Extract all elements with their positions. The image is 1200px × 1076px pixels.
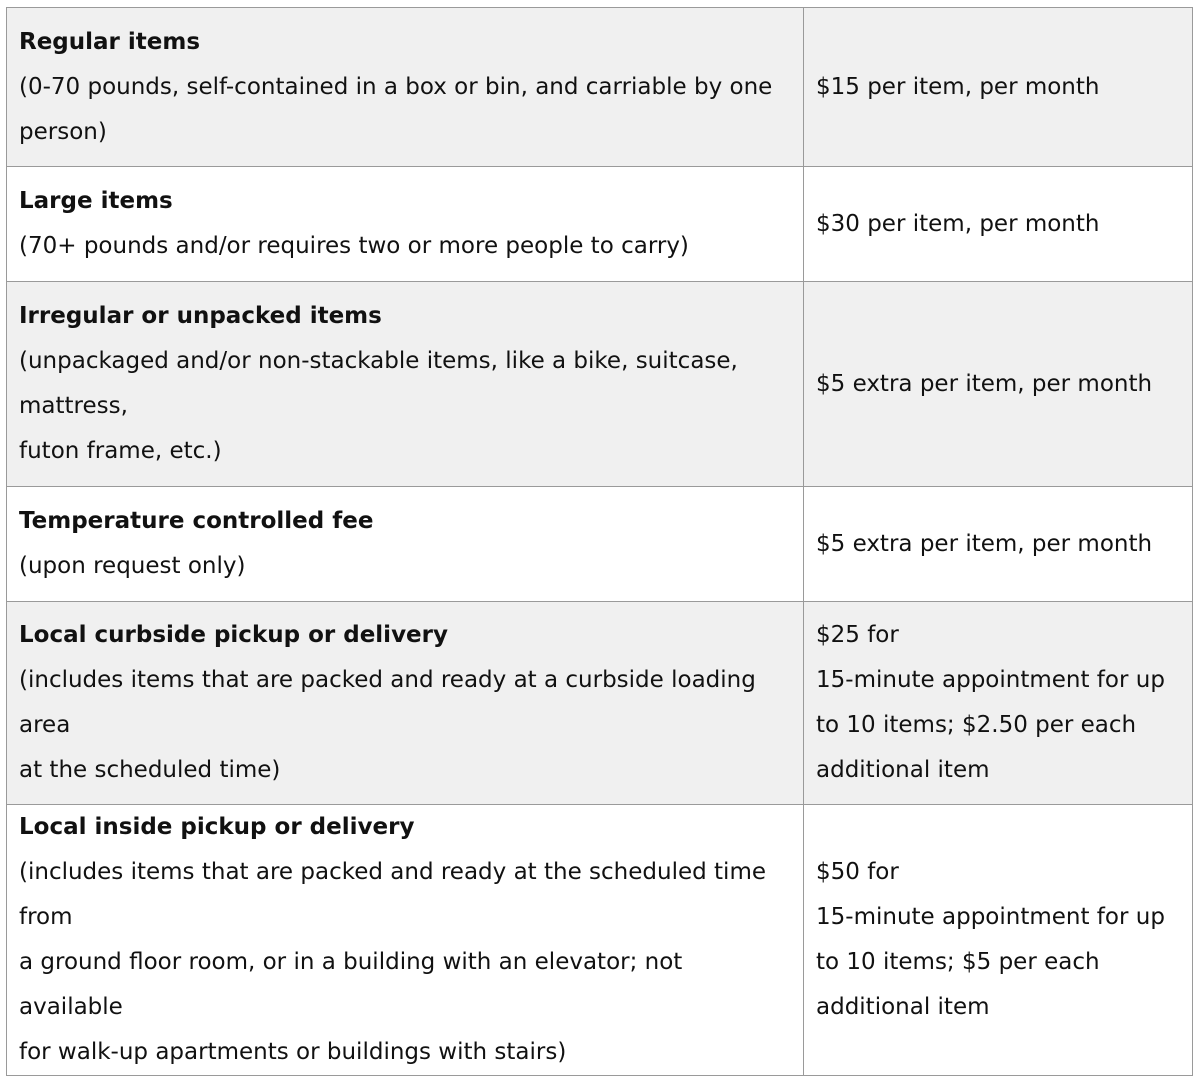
item-title: Local curbside pickup or delivery	[19, 622, 448, 648]
item-description-cell	[7, 487, 804, 602]
item-price-line: 15-minute appointment for up	[816, 904, 1165, 930]
item-price-cell	[804, 167, 1193, 282]
item-detail-line: (includes items that are packed and ready at the scheduled time from	[19, 859, 767, 930]
item-price-line: $25 for	[816, 622, 899, 648]
item-detail-line: at the scheduled time)	[19, 757, 281, 783]
table-row	[7, 167, 1193, 282]
item-price-line: $5 extra per item, per month	[816, 530, 1153, 557]
item-description-cell	[7, 8, 804, 167]
table-row	[7, 282, 1193, 487]
item-price-line: to 10 items; $2.50 per each	[816, 712, 1137, 738]
item-description-cell	[7, 282, 804, 487]
item-price-line: to 10 items; $5 per each	[816, 949, 1100, 975]
item-price-cell	[804, 805, 1193, 1076]
item-title: Regular items	[19, 28, 201, 55]
item-detail-line: person)	[19, 118, 107, 145]
pricing-table	[6, 7, 1193, 1076]
item-price-cell	[804, 282, 1193, 487]
item-price-line: $30 per item, per month	[816, 210, 1100, 237]
item-price-cell	[804, 602, 1193, 805]
item-description-cell	[7, 805, 804, 1076]
item-detail-line: mattress,	[19, 393, 128, 419]
item-detail-line: futon frame, etc.)	[19, 438, 222, 464]
table-row	[7, 8, 1193, 167]
item-title: Local inside pickup or delivery	[19, 814, 415, 840]
item-price-line: $5 extra per item, per month	[816, 370, 1153, 397]
item-detail-line: (unpackaged and/or non-stackable items, like a bike, suitcase,	[19, 348, 738, 374]
item-detail-line: (70+ pounds and/or requires two or more people to carry)	[19, 233, 689, 259]
item-price-cell	[804, 487, 1193, 602]
item-title: Temperature controlled fee	[19, 508, 374, 534]
item-title: Large items	[19, 188, 173, 214]
item-detail-line: (0-70 pounds, self-contained in a box or bin, and carriable by one	[19, 73, 773, 100]
item-description-cell	[7, 602, 804, 805]
item-price-line: 15-minute appointment for up	[816, 667, 1165, 693]
item-detail-line: (includes items that are packed and ready at a curbside loading area	[19, 667, 756, 738]
item-price-line: additional item	[816, 757, 990, 783]
table-row	[7, 487, 1193, 602]
item-detail-line: for walk-up apartments or buildings with stairs)	[19, 1039, 567, 1065]
item-price-line: $50 for	[816, 859, 899, 885]
table-row	[7, 805, 1193, 1076]
item-detail-line: (upon request only)	[19, 553, 246, 579]
table-row	[7, 602, 1193, 805]
item-price-line: $15 per item, per month	[816, 73, 1100, 100]
item-detail-line: a ground floor room, or in a building with an elevator; not available	[19, 949, 683, 1020]
item-description-cell	[7, 167, 804, 282]
item-title: Irregular or unpacked items	[19, 303, 382, 329]
item-price-cell	[804, 8, 1193, 167]
item-price-line: additional item	[816, 994, 990, 1020]
